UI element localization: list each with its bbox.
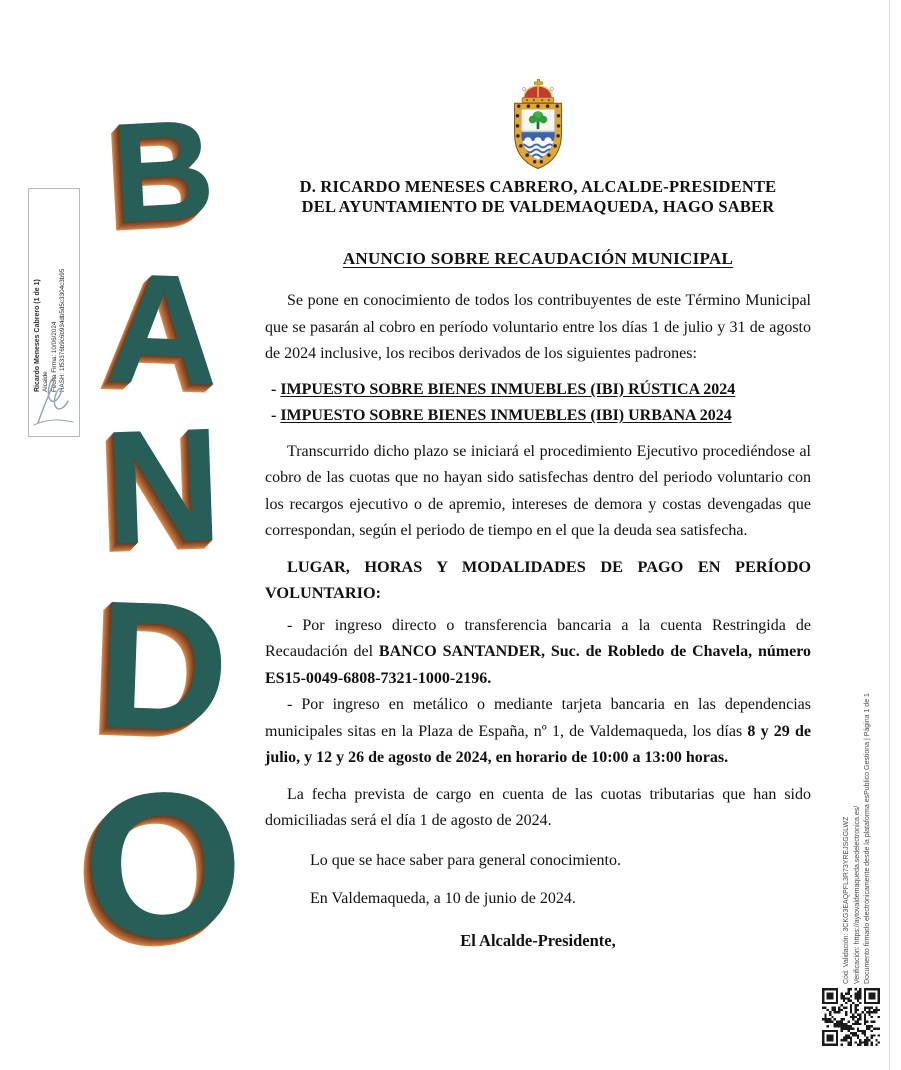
validation-code: Cód. Validación: 3CKG3EAQPFL3R73YREJSGGLWZ bbox=[843, 816, 850, 984]
qr-code-icon bbox=[822, 988, 880, 1046]
list-dash: - bbox=[271, 380, 281, 398]
signer-name: Ricardo Meneses Cabrero (1 de 1) bbox=[34, 279, 41, 392]
validation-sidebar-text bbox=[842, 612, 876, 984]
bando-letter-n: N bbox=[101, 394, 225, 579]
handwritten-signature-icon bbox=[30, 367, 77, 431]
verification-url: Verificación: https://aytovaldemaqueda.sedelectronica.es/ bbox=[853, 805, 861, 984]
tax-roll-item-rustica bbox=[271, 377, 811, 404]
signature-title: El Alcalde-Presidente, bbox=[460, 930, 616, 950]
bando-letter-b: B bbox=[107, 89, 219, 254]
executive-period-paragraph: Transcurrido dicho plazo se iniciará el procedimiento Ejecutivo procediéndose al cobro de las cuotas que no hayan sido satisfechas dentro del periodo voluntario con los recargos ejecutivo o de apremio, intereses de demora y costas devengadas que correspondan, según el periodo de tiempo en el que la deuda sea satisfecha. bbox=[265, 442, 811, 539]
payment-method-2-text: - Por ingreso en metálico o mediante tarjeta bancaria en las dependencias municipales sitas en la Plaza de España, nº 1, de Valdemaqueda, los días bbox=[265, 696, 811, 740]
tax-roll-item-label: IMPUESTO SOBRE BIENES INMUEBLES (IBI) URBANA 2024 bbox=[280, 407, 732, 424]
bando-letter-a: A bbox=[103, 241, 223, 419]
intro-paragraph: Se pone en conocimiento de todos los contribuyentes de este Término Municipal que se pasarán al cobro en período voluntario entre los días 1 de julio y 31 de agosto de 2024 inclusive, los recibos derivados de los siguientes padrones: bbox=[265, 292, 811, 362]
bank-account-details: BANCO SANTANDER, Suc. de Robledo de Chavela, número ES15-0049-6808-7321-1000-2196. bbox=[265, 643, 812, 687]
payment-method-bank-transfer bbox=[265, 613, 811, 693]
list-dash: - bbox=[271, 407, 281, 424]
digital-signature-stamp bbox=[28, 188, 80, 437]
platform-footer: Documento firmado electrónicamente desde la plataforma esPublico Gestiona | Página 1 de 1 bbox=[864, 693, 871, 984]
signature-hash: HASH: 1f53376b9c6b934db5d5c3304c3b95 bbox=[59, 268, 66, 392]
payment-method-1-text: - Por ingreso directo o transferencia bancaria a la cuenta Restringida de Recaudación del bbox=[265, 616, 811, 660]
closing-statement: Lo que se hace saber para general conocimiento. bbox=[310, 851, 621, 869]
signature-date: Fecha Firma: 10/06/2024 bbox=[50, 321, 58, 392]
document-body bbox=[265, 79, 811, 954]
header-line-1: D. RICARDO MENESES CABRERO, ALCALDE-PRESIDENTE bbox=[299, 177, 777, 196]
announcement-title: ANUNCIO SOBRE RECAUDACIÓN MUNICIPAL bbox=[342, 249, 734, 268]
payment-dates-hours: 8 y 29 de julio, y 12 y 26 de agosto de 2024, en horario de 10:00 a 13:00 horas. bbox=[265, 722, 811, 766]
valdemaqueda-coat-of-arms-icon bbox=[495, 79, 581, 171]
bando-letter-o: O bbox=[78, 747, 248, 983]
validation-sidebar bbox=[842, 612, 876, 984]
signer-role: Alcalde bbox=[42, 371, 49, 392]
direct-debit-paragraph: La fecha prevista de cargo en cuenta de las cuotas tributarias que han sido domiciliadas será el día 1 de agosto de 2024. bbox=[265, 785, 811, 829]
header-line-2: DEL AYUNTAMIENTO DE VALDEMAQUEDA, HAGO SABER bbox=[301, 196, 775, 216]
tax-roll-list bbox=[265, 377, 811, 430]
place-and-date: En Valdemaqueda, a 10 de junio de 2024. bbox=[310, 890, 576, 907]
tax-roll-item-urbana bbox=[271, 403, 811, 430]
tax-roll-item-label: IMPUESTO SOBRE BIENES INMUEBLES (IBI) RÚSTICA 2024 bbox=[280, 380, 736, 398]
scan-edge-line bbox=[889, 0, 890, 1070]
payment-method-cash-card bbox=[265, 692, 811, 772]
bando-letter-d: D bbox=[93, 561, 233, 771]
payment-section-heading: LUGAR, HORAS Y MODALIDADES DE PAGO EN PERÍODO VOLUNTARIO: bbox=[265, 556, 811, 602]
